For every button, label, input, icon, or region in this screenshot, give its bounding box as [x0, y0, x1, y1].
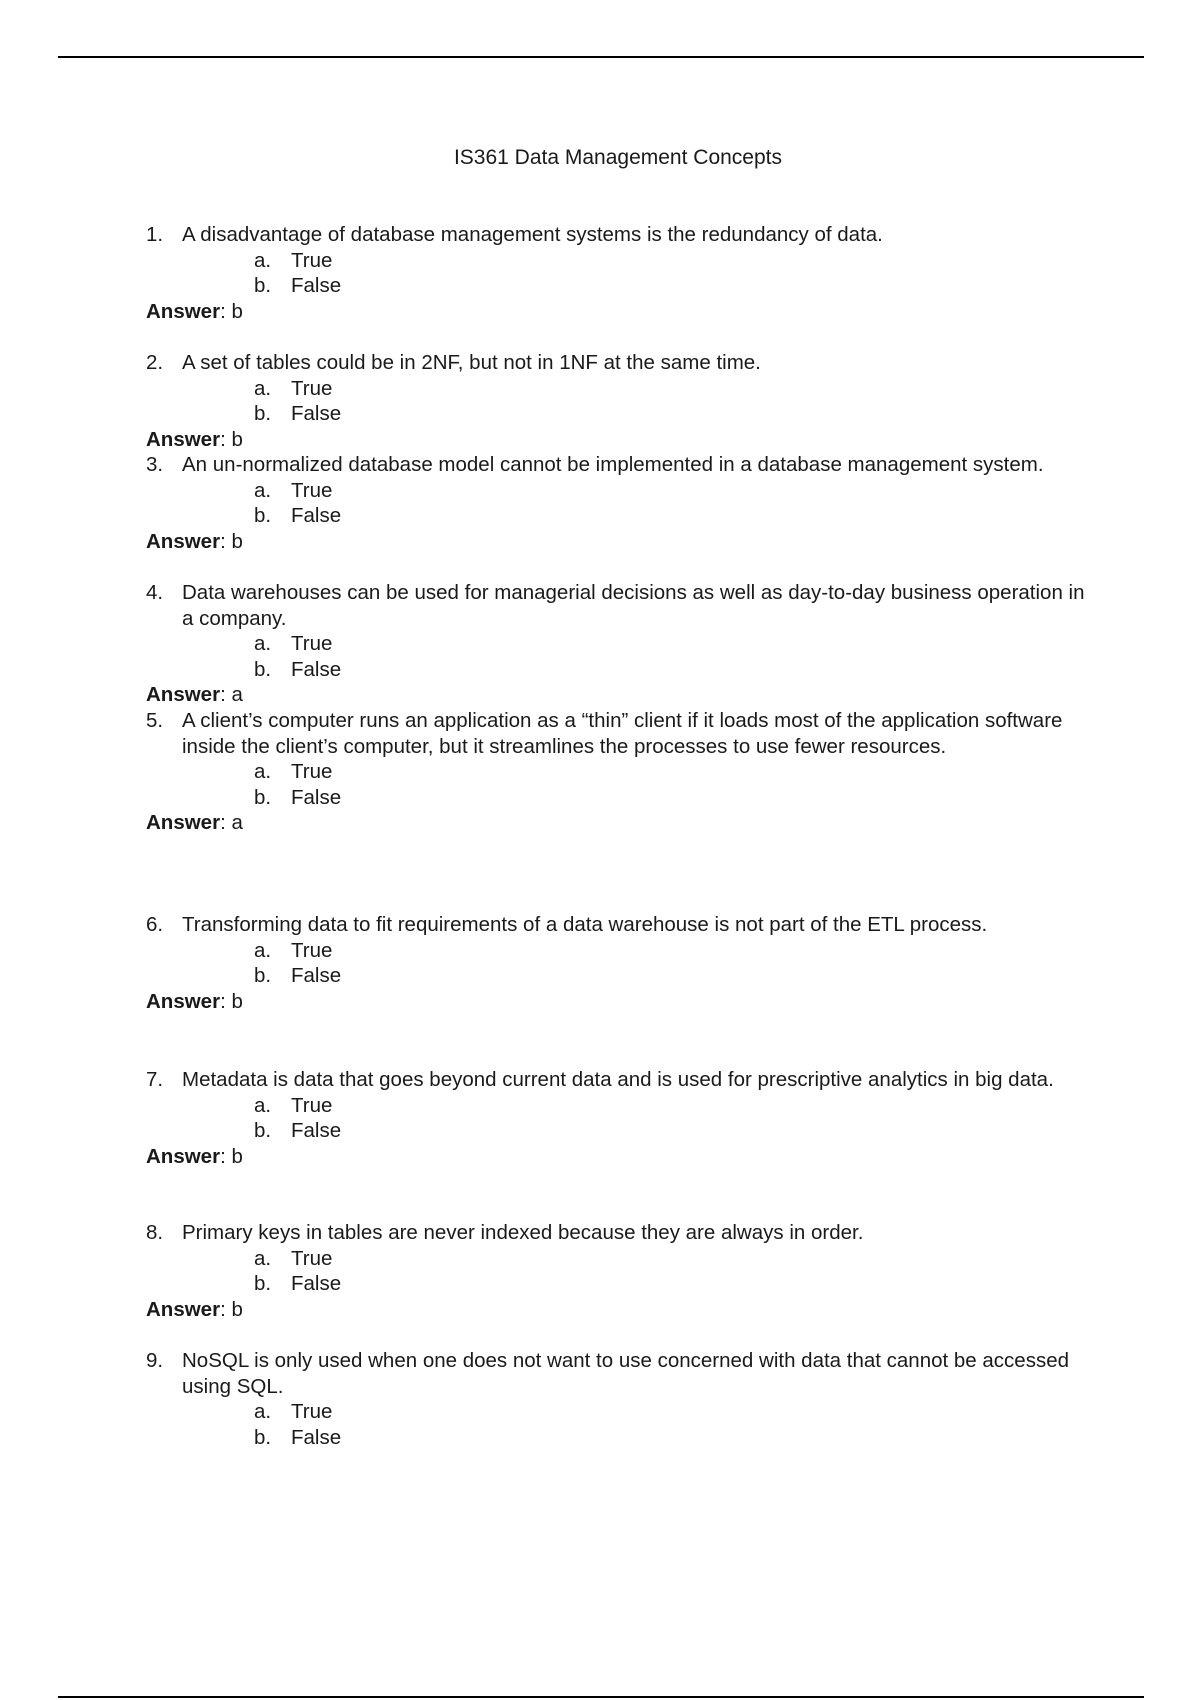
question-body: Data warehouses can be used for managerial decisions as well as day-to-day business operation in a company.: [182, 581, 1085, 630]
option-text: True: [291, 248, 333, 272]
question-text: [146, 452, 1086, 478]
option-text: False: [291, 657, 342, 681]
option-text: True: [291, 1093, 333, 1117]
option-a: [146, 248, 1086, 274]
option-b: [146, 785, 1086, 811]
option-text: True: [291, 1246, 333, 1270]
answer-label: Answer: [146, 683, 221, 707]
answer-line: [146, 1297, 1086, 1323]
option-b: [146, 1118, 1086, 1144]
option-letter: a.: [254, 1400, 272, 1424]
answer-value: : b: [220, 1297, 243, 1321]
question-body: A set of tables could be in 2NF, but not in 1NF at the same time.: [182, 351, 761, 374]
question-body: Primary keys in tables are never indexed because they are always in order.: [182, 1221, 864, 1244]
option-b: [146, 503, 1086, 529]
option-text: False: [291, 1119, 342, 1143]
question-7: [146, 1067, 1086, 1169]
question-text: [146, 1348, 1086, 1399]
option-text: False: [291, 964, 342, 988]
option-text: True: [291, 376, 333, 400]
question-3: [146, 452, 1086, 554]
option-text: False: [291, 1272, 342, 1296]
answer-label: Answer: [146, 989, 221, 1013]
option-letter: b.: [254, 402, 272, 426]
option-letter: b.: [254, 657, 272, 681]
question-1: [146, 222, 1086, 324]
option-b: [146, 657, 1086, 683]
option-b: [146, 963, 1086, 989]
option-b: [146, 401, 1086, 427]
question-6: [146, 912, 1086, 1014]
answer-label: Answer: [146, 1144, 221, 1168]
answer-label: Answer: [146, 529, 221, 553]
option-letter: a.: [254, 632, 272, 656]
question-text: [146, 580, 1086, 631]
option-text: False: [291, 785, 342, 809]
question-number: 3.: [146, 453, 164, 476]
question-text: [146, 222, 1086, 248]
question-number: 4.: [146, 581, 164, 604]
question-text: [146, 1067, 1086, 1093]
question-number: 1.: [146, 223, 164, 246]
option-letter: b.: [254, 1425, 272, 1449]
answer-line: [146, 810, 1086, 836]
question-body: Transforming data to fit requirements of a data warehouse is not part of the ETL process.: [182, 913, 988, 936]
option-letter: b.: [254, 274, 272, 298]
question-body: An un-normalized database model cannot be implemented in a database management system.: [182, 453, 1044, 476]
top-rule: [58, 56, 1144, 58]
option-letter: a.: [254, 376, 272, 400]
answer-value: : b: [220, 299, 243, 323]
option-a: [146, 1399, 1086, 1425]
option-letter: a.: [254, 760, 272, 784]
question-number: 7.: [146, 1068, 164, 1091]
answer-label: Answer: [146, 427, 221, 451]
question-body: Metadata is data that goes beyond current data and is used for prescriptive analytics in big data.: [182, 1068, 1054, 1091]
answer-label: Answer: [146, 1297, 221, 1321]
question-number: 5.: [146, 709, 164, 732]
option-a: [146, 938, 1086, 964]
answer-line: [146, 427, 1086, 453]
answer-line: [146, 1144, 1086, 1170]
option-a: [146, 376, 1086, 402]
option-a: [146, 478, 1086, 504]
option-letter: a.: [254, 478, 272, 502]
question-body: NoSQL is only used when one does not want to use concerned with data that cannot be accessed using SQL.: [182, 1349, 1070, 1398]
question-body: A disadvantage of database management systems is the redundancy of data.: [182, 223, 883, 246]
option-text: True: [291, 1400, 333, 1424]
option-letter: a.: [254, 248, 272, 272]
question-4: [146, 580, 1086, 708]
option-a: [146, 1093, 1086, 1119]
option-letter: a.: [254, 1246, 272, 1270]
option-b: [146, 1271, 1086, 1297]
question-text: [146, 708, 1086, 759]
question-8: [146, 1220, 1086, 1322]
option-text: True: [291, 478, 333, 502]
option-letter: b.: [254, 785, 272, 809]
answer-value: : b: [220, 529, 243, 553]
question-number: 2.: [146, 351, 164, 374]
question-text: [146, 912, 1086, 938]
option-letter: b.: [254, 964, 272, 988]
option-text: True: [291, 760, 333, 784]
question-number: 6.: [146, 913, 164, 936]
answer-line: [146, 682, 1086, 708]
question-text: [146, 350, 1086, 376]
option-letter: b.: [254, 504, 272, 528]
answer-value: : b: [220, 989, 243, 1013]
option-text: False: [291, 274, 342, 298]
option-letter: b.: [254, 1119, 272, 1143]
answer-value: : a: [220, 811, 243, 835]
option-text: False: [291, 402, 342, 426]
option-a: [146, 631, 1086, 657]
answer-value: : b: [220, 427, 243, 451]
answer-value: : b: [220, 1144, 243, 1168]
question-9: [146, 1348, 1086, 1450]
answer-line: [146, 989, 1086, 1015]
document-title: IS361 Data Management Concepts: [453, 146, 783, 169]
option-letter: a.: [254, 1093, 272, 1117]
question-2: [146, 350, 1086, 452]
option-text: False: [291, 504, 342, 528]
bottom-rule: [58, 1696, 1144, 1698]
question-5: [146, 708, 1086, 836]
question-number: 8.: [146, 1221, 164, 1244]
question-text: [146, 1220, 1086, 1246]
option-letter: b.: [254, 1272, 272, 1296]
answer-label: Answer: [146, 811, 221, 835]
question-body: A client’s computer runs an application as a “thin” client if it loads most of the application software inside the client’s computer, but it streamlines the processes to use fewer resources.: [182, 709, 1063, 758]
question-number: 9.: [146, 1349, 164, 1372]
option-text: False: [291, 1425, 342, 1449]
option-b: [146, 273, 1086, 299]
option-letter: a.: [254, 938, 272, 962]
option-b: [146, 1425, 1086, 1451]
answer-line: [146, 529, 1086, 555]
option-text: True: [291, 938, 333, 962]
answer-label: Answer: [146, 299, 221, 323]
answer-line: [146, 299, 1086, 325]
option-text: True: [291, 632, 333, 656]
answer-value: : a: [220, 683, 243, 707]
option-a: [146, 759, 1086, 785]
option-a: [146, 1246, 1086, 1272]
